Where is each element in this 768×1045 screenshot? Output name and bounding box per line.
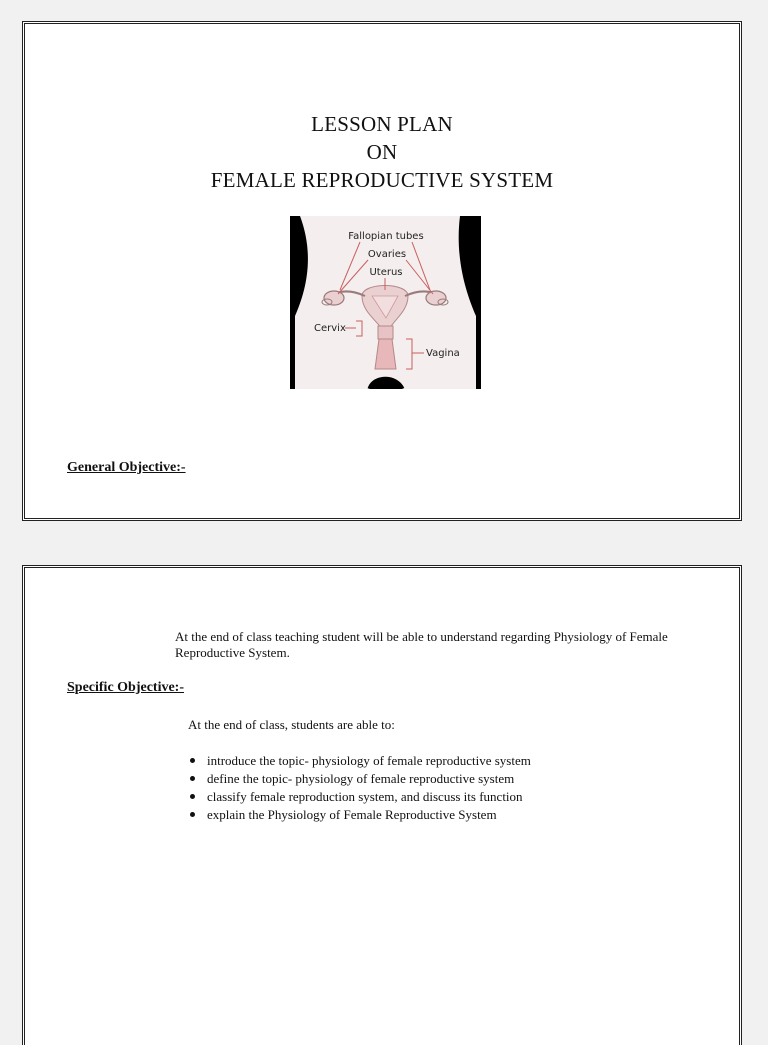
general-objective-heading: General Objective:- bbox=[67, 460, 186, 475]
document-page-2 bbox=[22, 565, 742, 1045]
general-objective-text: At the end of class teaching student will be able to understand regarding Physiology of Female Reproductive System. bbox=[175, 629, 668, 660]
label-fallopian-tubes: Fallopian tubes bbox=[348, 231, 424, 242]
specific-objective-intro: At the end of class, students are able to: bbox=[188, 717, 395, 732]
cervix-shape bbox=[378, 326, 393, 339]
label-cervix: Cervix bbox=[314, 323, 346, 334]
label-vagina: Vagina bbox=[426, 348, 460, 359]
vagina-shape bbox=[375, 339, 396, 369]
list-item bbox=[190, 788, 531, 806]
title-line-3: FEMALE REPRODUCTIVE SYSTEM bbox=[210, 168, 554, 192]
objective-text: explain the Physiology of Female Reproductive System bbox=[207, 807, 497, 822]
specific-objective-heading: Specific Objective:- bbox=[67, 680, 185, 695]
right-ovary bbox=[426, 291, 446, 305]
objective-text: define the topic- physiology of female reproductive system bbox=[207, 771, 515, 786]
list-item bbox=[190, 752, 531, 770]
title-line-1: LESSON PLAN bbox=[311, 112, 453, 136]
bullet-icon bbox=[190, 794, 195, 799]
lesson-plan-title bbox=[25, 110, 739, 194]
objective-text: classify female reproduction system, and discuss its function bbox=[207, 789, 523, 804]
label-ovaries: Ovaries bbox=[367, 249, 407, 260]
diagram-svg bbox=[290, 216, 481, 389]
bullet-icon bbox=[190, 758, 195, 763]
bullet-icon bbox=[190, 812, 195, 817]
objective-list bbox=[190, 752, 531, 824]
reproductive-system-diagram bbox=[290, 216, 481, 389]
title-line-2: ON bbox=[366, 140, 398, 164]
list-item bbox=[190, 806, 531, 824]
objective-text: introduce the topic- physiology of female reproductive system bbox=[207, 753, 531, 768]
bullet-icon bbox=[190, 776, 195, 781]
document-page-1 bbox=[22, 21, 742, 521]
label-uterus: Uterus bbox=[369, 267, 403, 278]
list-item bbox=[190, 770, 531, 788]
leg-outline bbox=[370, 379, 402, 389]
left-ovary bbox=[324, 291, 344, 305]
